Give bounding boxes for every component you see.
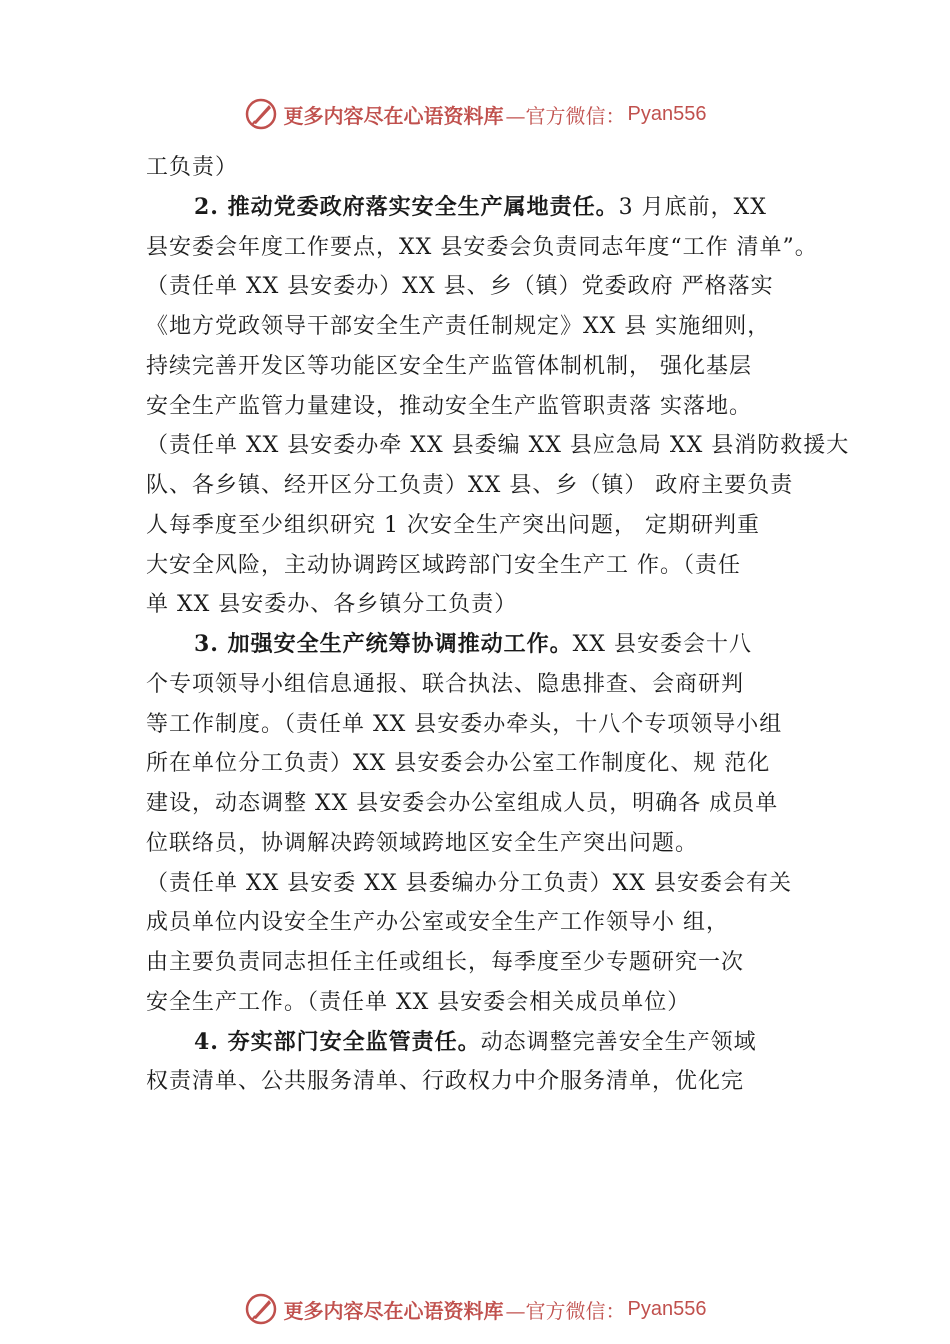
text-line: 权责清单、公共服务清单、行政权力中介服务清单，优化完 xyxy=(146,1069,745,1095)
text-line: 队、各乡镇、经开区分工负责）XX 县、乡（镇） 政府主要负责 xyxy=(146,473,794,498)
document-body xyxy=(146,148,850,1102)
watermark-account: Pyan556 xyxy=(627,1297,707,1320)
section-heading-line: 4. 夯实部门安全监管责任。动态调整完善安全生产领域 xyxy=(194,1028,757,1055)
text-line: 《地方党政领导干部安全生产责任制规定》XX 县 实施细则， xyxy=(146,314,771,339)
header-watermark xyxy=(0,94,950,134)
watermark-account: Pyan556 xyxy=(627,102,707,125)
watermark-official-text: —官方微信： xyxy=(505,1298,626,1323)
text-line: 等工作制度。（责任单 XX 县安委办牵头，十八个专项领导小组 xyxy=(146,711,783,737)
text-line: 大安全风险，主动协调跨区域跨部门安全生产工 作。（责任 xyxy=(146,552,741,578)
watermark-library-text: 更多内容尽在心语资料库 xyxy=(283,103,504,128)
text-line: （责任单 XX 县安委办）XX 县、乡（镇）党委政府 严格落实 xyxy=(146,274,774,300)
text-line: 成员单位内设安全生产办公室或安全生产工作领导小 组， xyxy=(146,910,729,936)
text-line: 由主要负责同志担任主任或组长，每季度至少专题研究一次 xyxy=(146,950,745,975)
quill-logo-icon xyxy=(244,1292,278,1326)
section-heading-line: 2. 推动党委政府落实安全生产属地责任。3 月底前，XX xyxy=(194,193,767,220)
text-line: 位联络员，协调解决跨领域跨地区安全生产突出问题。 xyxy=(146,830,699,856)
section-heading: 2. 推动党委政府落实安全生产属地责任。 xyxy=(194,193,619,220)
text-line: 所在单位分工负责）XX 县安委会办公室工作制度化、规 范化 xyxy=(146,751,771,777)
text-line: 个专项领导小组信息通报、联合执法、隐患排查、会商研判 xyxy=(146,671,745,697)
text-line: 县安委会年度工作要点，XX 县安委会负责同志年度“工作 清单”。 xyxy=(146,234,818,260)
section-heading: 4. 夯实部门安全监管责任。 xyxy=(194,1028,481,1055)
text-line: 单 XX 县安委办、各乡镇分工负责） xyxy=(146,592,518,618)
section-heading-line: 3. 加强安全生产统筹协调推动工作。XX 县安委会十八 xyxy=(194,631,752,657)
quill-logo-icon xyxy=(244,97,278,131)
text-line: 持续完善开发区等功能区安全生产监管体制机制， 强化基层 xyxy=(146,353,752,379)
text-line: 安全生产监管力量建设，推动安全生产监管职责落 实落地。 xyxy=(146,393,752,419)
section-heading: 3. 加强安全生产统筹协调推动工作。 xyxy=(194,631,573,657)
text-line: （责任单 XX 县安委办牵 XX 县委编 XX 县应急局 XX 县消防救援大 xyxy=(146,433,850,459)
text-line: （责任单 XX 县安委 XX 县委编办分工负责）XX 县安委会有关 xyxy=(146,870,792,896)
text-line: 人每季度至少组织研究 1 次安全生产突出问题， 定期研判重 xyxy=(146,512,760,538)
text-line: 安全生产工作。（责任单 XX 县安委会相关成员单位） xyxy=(146,989,691,1015)
footer-watermark xyxy=(0,1289,950,1329)
watermark-official-text: —官方微信： xyxy=(505,103,626,128)
watermark-library-text: 更多内容尽在心语资料库 xyxy=(283,1298,504,1323)
text-line: 工负责） xyxy=(146,155,239,180)
text-line: 建设，动态调整 XX 县安委会办公室组成人员，明确各 成员单 xyxy=(146,791,779,816)
